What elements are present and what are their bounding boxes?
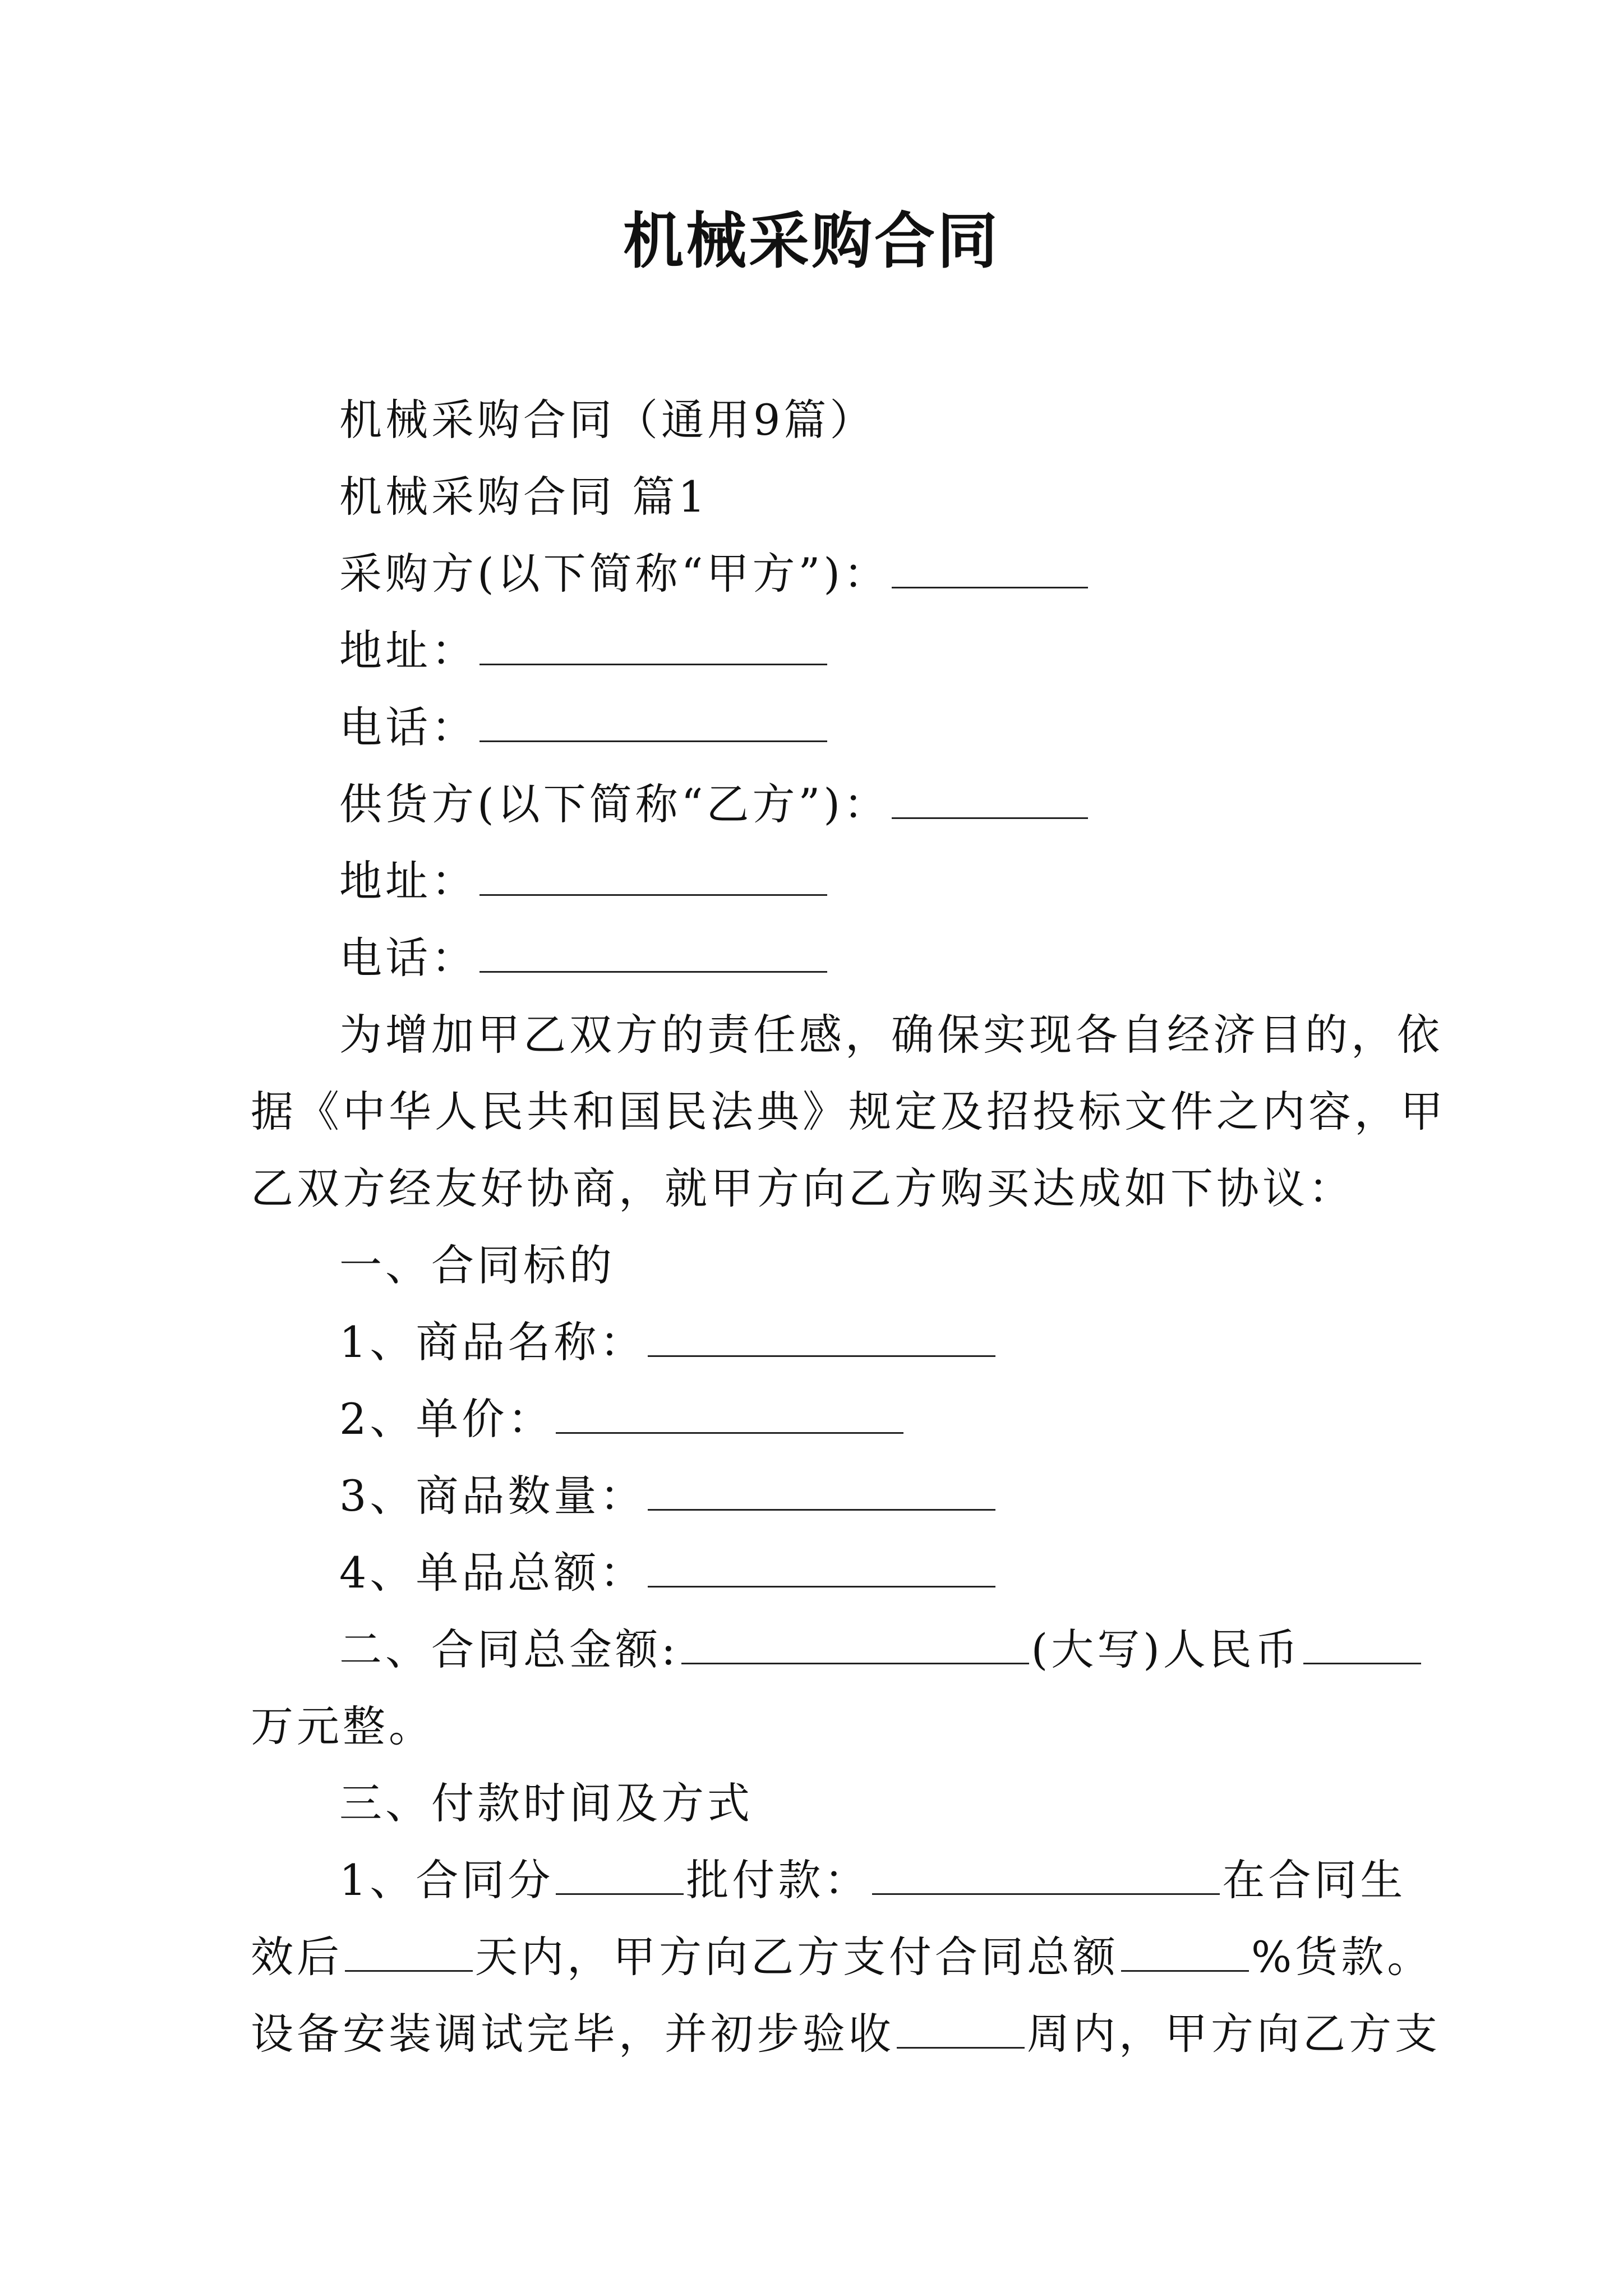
clause-heading-line xyxy=(251,1227,1389,1304)
item-label: 1、商品名称： xyxy=(339,1317,646,1367)
buyer-phone-label: 电话： xyxy=(339,702,477,752)
payment-text: 1、合同分 xyxy=(339,1855,554,1905)
paragraph-text: 乙双方经友好协商，就甲方向乙方购买达成如下协议： xyxy=(251,1163,1354,1213)
percent-blank xyxy=(1121,1934,1249,1972)
item-line xyxy=(251,1304,1389,1381)
total-amount-line xyxy=(251,1611,1389,1688)
buyer-phone-line xyxy=(251,689,1389,766)
buyer-address-blank xyxy=(479,628,827,665)
buyer-phone-blank xyxy=(479,705,827,742)
supplier-phone-blank xyxy=(479,935,827,973)
payment-line xyxy=(251,1995,1441,2072)
total-amount-blank xyxy=(681,1627,1029,1664)
item-label: 2、单价： xyxy=(339,1394,554,1444)
paragraph-text: 为增加甲乙双方的责任感，确保实现各自经济目的，依 xyxy=(339,1010,1443,1060)
payment-text: 设备安装调试完毕，并初步验收 xyxy=(251,2009,895,2059)
item-blank xyxy=(648,1473,995,1511)
supplier-address-label: 地址： xyxy=(339,856,477,906)
payment-text: 天内，甲方向乙方支付合同总额 xyxy=(475,1932,1119,1982)
supplier-address-blank xyxy=(479,858,827,896)
payment-blank xyxy=(872,1857,1220,1895)
clause-heading-text: 一、合同标的 xyxy=(339,1240,615,1290)
item-label: 3、商品数量： xyxy=(339,1471,646,1521)
total-amount-label: 二、合同总金额: xyxy=(339,1625,679,1674)
subtitle-line xyxy=(251,381,1389,458)
payment-text: %货款。 xyxy=(1251,1932,1433,1982)
supplier-phone-label: 电话： xyxy=(339,933,477,983)
paragraph-line xyxy=(251,996,1443,1073)
section-heading-text: 机械采购合同 篇1 xyxy=(339,472,709,522)
item-blank xyxy=(648,1319,995,1357)
payment-text: 批付款： xyxy=(686,1855,870,1905)
clause-heading-line xyxy=(251,1765,1389,1842)
capital-amount-label: (大写)人民币 xyxy=(1031,1625,1301,1674)
item-line xyxy=(251,1534,1389,1611)
item-line xyxy=(251,1381,1389,1457)
payment-text: 周内，甲方向乙方支 xyxy=(1027,2009,1441,2059)
section-heading-line xyxy=(251,458,1389,535)
buyer-label: 采购方(以下简称“甲方”)： xyxy=(339,549,890,599)
supplier-address-line xyxy=(251,843,1389,919)
document-title: 机械采购合同 xyxy=(623,206,1000,277)
item-label: 4、单品总额： xyxy=(339,1548,646,1598)
supplier-line xyxy=(251,766,1389,843)
supplier-label: 供货方(以下简称“乙方”)： xyxy=(339,779,890,829)
subtitle-text: 机械采购合同（通用9篇） xyxy=(339,395,876,445)
supplier-blank xyxy=(892,781,1088,819)
batch-count-blank xyxy=(556,1857,684,1895)
buyer-blank xyxy=(892,551,1088,588)
document-body xyxy=(251,381,1446,2072)
paragraph-line xyxy=(251,1073,1446,1150)
supplier-phone-line xyxy=(251,919,1389,996)
buyer-address-label: 地址： xyxy=(339,625,477,675)
item-blank xyxy=(648,1550,995,1588)
capital-amount-blank xyxy=(1303,1627,1421,1664)
buyer-address-line xyxy=(251,612,1389,689)
buyer-line xyxy=(251,535,1389,612)
payment-text: 在合同生 xyxy=(1222,1855,1407,1905)
paragraph-text: 据《中华人民共和国民法典》规定及招投标文件之内容，甲 xyxy=(251,1087,1446,1137)
total-amount-cont-line xyxy=(251,1688,1389,1765)
clause-heading-text: 三、付款时间及方式 xyxy=(339,1778,753,1828)
days-blank xyxy=(345,1934,473,1972)
payment-line xyxy=(251,1918,1433,1995)
item-line xyxy=(251,1457,1389,1534)
item-blank xyxy=(556,1396,903,1434)
weeks-blank xyxy=(897,2011,1025,2049)
payment-line xyxy=(251,1842,1407,1918)
total-amount-suffix: 万元整。 xyxy=(251,1701,435,1751)
payment-text: 效后 xyxy=(251,1932,343,1982)
paragraph-line xyxy=(251,1150,1389,1227)
